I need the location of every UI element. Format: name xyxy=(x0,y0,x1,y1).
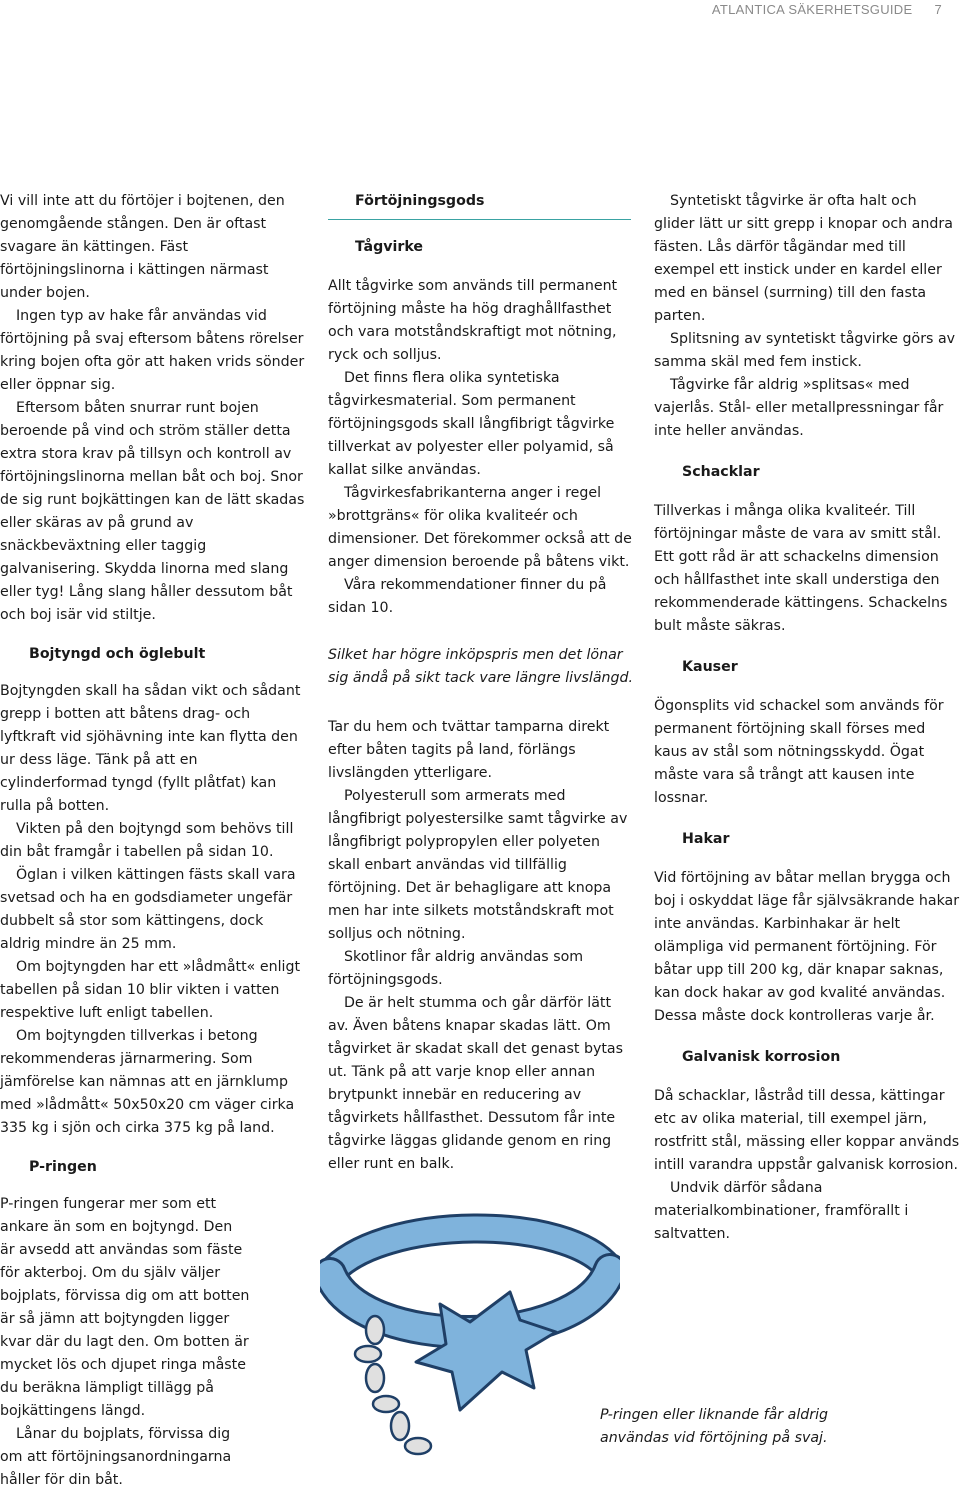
paragraph: Tar du hem och tvättar tamparna direkt efter båten tagits på land, förlängs livslängden ytterligare. xyxy=(328,719,610,781)
section-heading-kauser: Kauser xyxy=(682,659,738,675)
section-heading-pringen: P-ringen xyxy=(29,1159,97,1175)
pull-quote: Silket har högre inköpspris men det lönar sig ändå på sikt tack vare längre livslängd. xyxy=(328,647,634,686)
paragraph: Vi vill inte att du förtöjer i bojtenen, den genomgående stången. Den är oftast svagare än kättingen. Fäst förtöjningslinorna i kättingen närmast under bojen. xyxy=(0,193,285,301)
paragraph: Splitsning av syntetiskt tågvirke görs av samma skäl med fem instick. xyxy=(654,331,956,370)
paragraph: Eftersom båten snurrar runt bojen beroende på vind och ström ställer detta extra stora krav på tillsyn och kontroll av förtöjningslinorna mellan båt och boj. Snor de sig runt bojkättingen kan de lätt skadas eller skäras av på grund av snäckbeväxtning eller taggig galvanisering. Skydda linorna med slang eller tyg! Lång slang håller dessutom båt och boj isär vid stiltje. xyxy=(0,400,305,623)
publication-title: ATLANTICA SÄKERHETSGUIDE xyxy=(711,2,913,17)
paragraph: Öglan i vilken kättingen fästs skall vara svetsad och ha en godsdiameter ungefär dubbelt så stor som kättingens, dock aldrig mindre än 25 mm. xyxy=(0,867,296,952)
paragraph: Det finns flera olika syntetiska tågvirkesmaterial. Som permanent förtöjningsgods skall långfibrigt tågvirke tillverkat av polyester eller polyamid, så kallat silke användas. xyxy=(328,370,615,478)
paragraph: Bojtyngden skall ha sådan vikt och sådant grepp i botten att båtens drag- och lyftkraft vid sjöhävning inte kan flytta den ur dess läge. Tänk på att en cylinderformad tyngd (fyllt plåtfat) kan rulla på botten. xyxy=(0,683,301,814)
p-ring-illustration xyxy=(320,1212,620,1462)
paragraph: Tågvirke får aldrig »splitsas« med vajerlås. Stål- eller metallpressningar får inte heller användas. xyxy=(654,377,944,439)
column-1 xyxy=(0,190,306,1492)
paragraph: Våra rekommendationer finner du på sidan 10. xyxy=(328,577,607,616)
paragraph: De är helt stumma och går därför lätt av. Även båtens knapar skadas lätt. Om tågvirket är skadat skall det genast bytas ut. Tänk på att varje knop eller annan brytpunkt innebär en reducering av tågvirkets hållfasthet. Dessutom får inte tågvirke läggas glidande genom en ring eller runt en balk. xyxy=(328,995,623,1172)
paragraph: Allt tågvirke som används till permanent förtöjning måste ha hög draghållfasthet och vara motståndskraftigt mot nötning, ryck och solljus. xyxy=(328,278,618,363)
paragraph: Tillverkas i många olika kvaliteér. Till förtöjningar måste de vara av smitt stål. Ett gott råd är att schackelns dimension och hållfasthet inte skall understiga den rekommenderade kättingens. Schackelns bult måste säkras. xyxy=(654,503,948,634)
column-2 xyxy=(328,190,634,1176)
paragraph: Skotlinor får aldrig användas som förtöjningsgods. xyxy=(328,949,584,988)
paragraph: P-ringen fungerar mer som ett ankare än som en bojtyngd. Den är avsedd att användas som fäste för akterboj. Om du själv väljer bojplats, förvissa dig om att botten är så jämn att bojtyngden ligger kvar där du lagt den. Om botten är mycket lös och djupet ringa måste du beräkna lämpligt tillägg på bojkättingens längd. xyxy=(0,1196,250,1419)
paragraph: Undvik därför sådana materialkombinationer, framförallt i saltvatten. xyxy=(654,1180,909,1242)
figure-caption: P-ringen eller liknande får aldrig användas vid förtöjning på svaj. xyxy=(600,1407,829,1446)
section-heading-bojtyngd: Bojtyngd och öglebult xyxy=(29,646,206,662)
section-heading-hakar: Hakar xyxy=(682,831,730,847)
paragraph: Då schacklar, låstråd till dessa, kättingar etc av olika material, till exempel järn, rostfritt stål, mässing eller koppar används intill varandra uppstår galvanisk korrosion. xyxy=(654,1088,960,1173)
section-heading-fortojningsgods: Förtöjningsgods xyxy=(355,193,485,209)
subheading-tagvirke: Tågvirke xyxy=(355,239,424,255)
paragraph: Om bojtyngden tillverkas i betong rekommenderas järnarmering. Som jämförelse kan nämnas att en järnklump med »lådmått« 50x50x20 cm väger cirka 335 kg i sjön och cirka 375 kg på land. xyxy=(0,1028,295,1136)
paragraph: Vikten på den bojtyngd som behövs till din båt framgår i tabellen på sidan 10. xyxy=(0,821,294,860)
paragraph: Vid förtöjning av båtar mellan brygga och boj i oskyddat läge får självsäkrande hakar inte användas. Karbinhakar är helt olämpliga vid permanent förtöjning. För båtar upp till 200 kg, där knapar saknas, kan dock hakar av god kvalité användas. Dessa måste dock kontrolleras varje år. xyxy=(654,870,960,1024)
page-number: 7 xyxy=(934,2,942,17)
paragraph: Ingen typ av hake får användas vid förtöjning på svaj eftersom båtens rörelser kring bojen ofta gör att haken vrids sönder eller öppnar sig. xyxy=(0,308,305,393)
running-header xyxy=(712,2,942,17)
paragraph: Syntetiskt tågvirke är ofta halt och glider lätt ur sitt grepp i knopar och andra fästen. Lås därför tågändar med till exempel ett instick under en kardel eller med en bänsel (surrning) till den fasta parten. xyxy=(654,193,953,324)
heading-rule xyxy=(328,219,631,220)
paragraph: Ögonsplits vid schackel som används för permanent förtöjning skall förses med kaus av stål som nötningsskydd. Ögat måste vara så trångt att kausen inte lossnar. xyxy=(654,698,944,806)
section-heading-schacklar: Schacklar xyxy=(682,464,760,480)
paragraph: Polyesterull som armerats med långfibrigt polyestersilke samt tågvirke av långfibrigt polypropylen eller polyeten skall enbart användas vid tillfällig förtöjning. Det är behagligare att knopa men har inte silkets motståndskraft mot solljus och nötning. xyxy=(328,788,628,942)
paragraph: Tågvirkesfabrikanterna anger i regel »brottgräns« för olika kvaliteér och dimensioner. Det förekommer också att de anger dimension beroende på båtens vikt. xyxy=(328,485,632,570)
column-3 xyxy=(654,190,960,1246)
paragraph: Lånar du bojplats, förvissa dig om att förtöjningsanordningarna håller för din båt. xyxy=(0,1426,232,1488)
paragraph: Om bojtyngden har ett »lådmått« enligt tabellen på sidan 10 blir vikten i vatten respektive luft enligt tabellen. xyxy=(0,959,301,1021)
section-heading-galvanisk: Galvanisk korrosion xyxy=(682,1049,841,1065)
